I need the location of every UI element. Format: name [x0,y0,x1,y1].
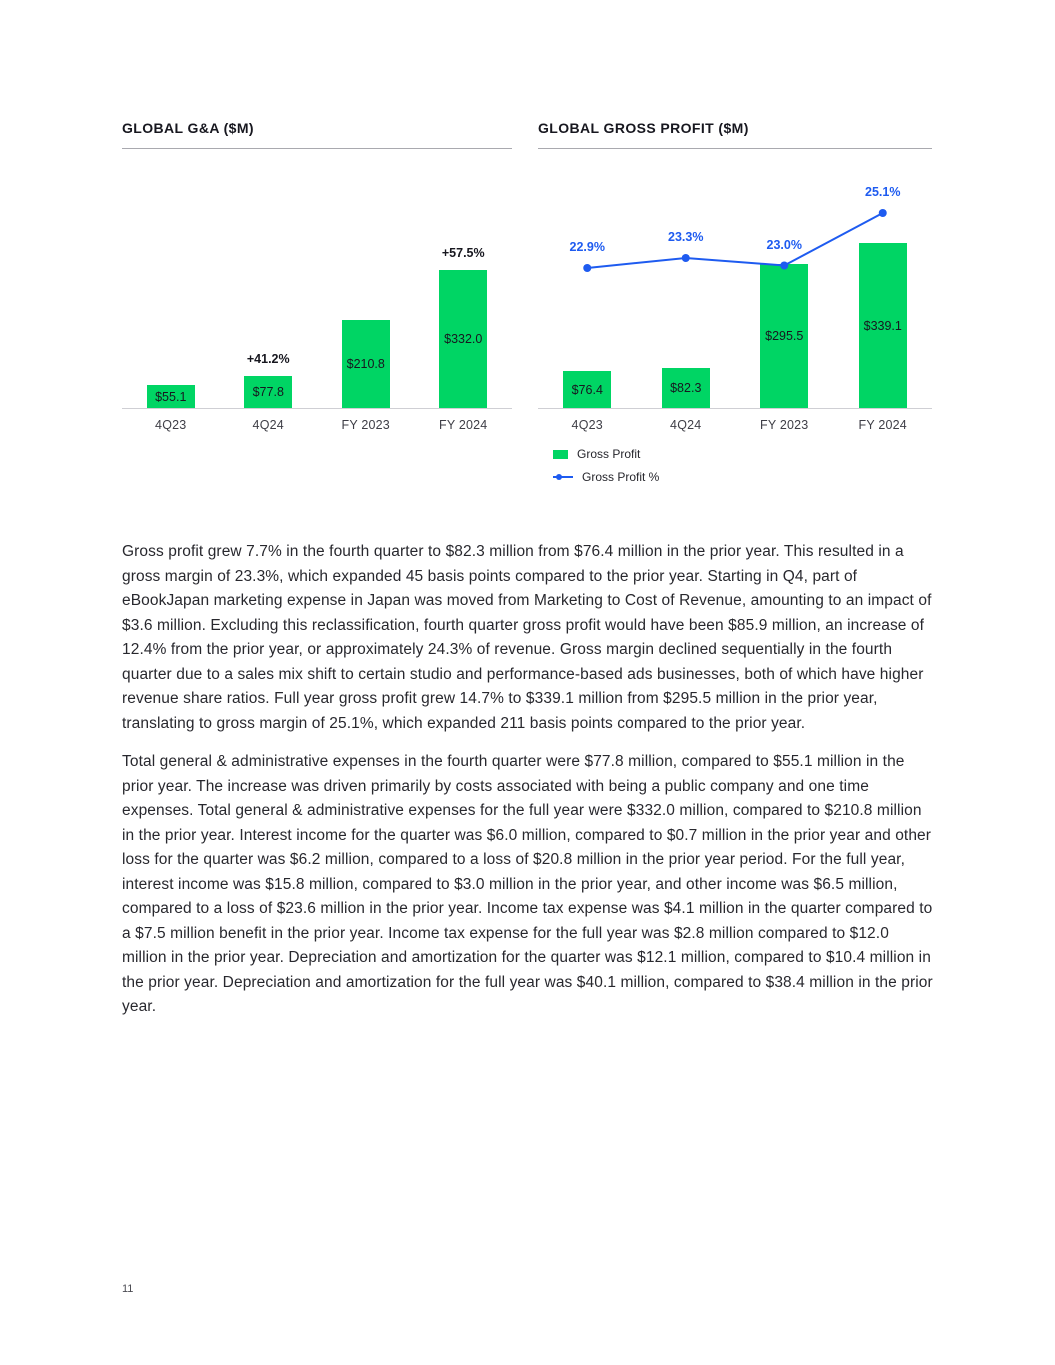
gross-profit-pct-label: 23.0% [766,237,802,252]
charts-row [122,120,934,484]
bar-column [637,159,736,408]
gross-profit-pct-label: 23.3% [668,230,704,244]
gross-profit-x-axis [538,418,932,432]
x-axis-label: FY 2024 [858,418,907,432]
ga-x-axis [122,418,512,432]
bar [439,270,487,408]
x-axis-label: 4Q23 [155,418,187,432]
bar [760,264,808,408]
bar-value-label: $339.1 [863,318,902,333]
bar-value-label: $55.1 [155,389,187,404]
legend-item-gross-profit-pct [553,470,932,484]
chart-global-gross-profit [538,120,932,484]
paragraph-gross-profit: Gross profit grew 7.7% in the fourth quarter to $82.3 million from $76.4 million in the prior year. This resulted in a gross margin of 23.3%, which expanded 45 basis points compared to the prior year. Starting in Q4, part of eBookJapan marketing expense in Japan was moved from Marketing to Cost of Revenue, amounting to an impact of $3.6 million. Excluding this reclassification, fourth quarter gross profit would have been $85.9 million, an increase of 12.4% from the prior year, or approximately 24.3% of revenue. Gross margin declined sequentially in the fourth quarter due to a sales mix shift to certain studio and performance-based ads businesses, both of which have higher revenue share ratios. Full year gross profit grew 14.7% to $339.1 million from $295.5 million in the prior year, translating to gross margin of 25.1%, which expanded 211 basis points compared to the prior year. [122,543,932,732]
bar [342,320,390,408]
chart-title-gross-profit: GLOBAL GROSS PROFIT ($M) [538,120,932,149]
bar-value-label: $77.8 [252,385,284,399]
bar [244,376,292,408]
gross-profit-pct-label: 25.1% [865,185,901,199]
bar [147,385,195,408]
page-content [122,120,934,1020]
growth-label: +41.2% [246,352,290,366]
bar [859,243,907,408]
bar [662,368,710,408]
x-axis-label: FY 2023 [760,418,809,432]
page-number: 11 [122,1283,134,1295]
bar-column [538,159,637,408]
x-axis-label: 4Q24 [670,418,702,432]
bar-value-label: $82.3 [670,381,702,395]
bar-column [735,159,834,408]
gross-profit-pct-label: 22.9% [569,240,605,254]
legend-label-gross-profit-pct: Gross Profit % [582,470,660,484]
chart-title-ga: GLOBAL G&A ($M) [122,120,512,149]
x-axis-label: 4Q24 [252,418,284,432]
x-axis-label: FY 2023 [341,418,390,432]
x-axis-label: 4Q23 [571,418,603,432]
bar-column [415,159,513,408]
legend-label-gross-profit: Gross Profit [577,447,641,461]
body-text [122,540,934,1020]
bar-column [220,159,318,408]
chart-legend [538,447,932,484]
gross-profit-line-swatch-icon [553,476,573,478]
legend-item-gross-profit [553,447,932,461]
bar-value-label: $76.4 [571,382,603,397]
gross-profit-bar-swatch-icon [553,450,568,459]
bar-column [317,159,415,408]
bar-column [122,159,220,408]
ga-plot-area [122,159,512,409]
paragraph-expenses: Total general & administrative expenses in the fourth quarter were $77.8 million, compared to $55.1 million in the prior year. The increase was driven primarily by costs associated with being a public company and one time expenses. Total general & administrative expenses for the full year were $332.0 million, compared to $210.8 million in the prior year. Interest income for the quarter was $6.0 million, compared to $0.7 million in the prior year and other loss for the quarter was $6.2 million, compared to a loss of $20.8 million in the prior year period. For the full year, interest income was $15.8 million, compared to $3.0 million in the prior year, and other income was $6.5 million, compared to a loss of $23.6 million in the prior year. Income tax expense was $4.1 million in the quarter compared to a $7.5 million benefit in the prior year. Income tax expense for the full year was $2.8 million compared to $12.0 million in the prior year. Depreciation and amortization for the quarter was $12.1 million, compared to $10.4 million in the prior year. Depreciation and amortization for the full year was $40.1 million, compared to $38.4 million in the prior year. [122,753,933,1015]
bar-value-label: $210.8 [346,357,385,371]
gross-profit-plot-area [538,159,932,409]
x-axis-label: FY 2024 [439,418,488,432]
chart-global-ga [122,120,512,484]
bar [563,371,611,408]
bar-value-label: $332.0 [444,332,483,346]
growth-label: +57.5% [441,246,485,260]
bar-value-label: $295.5 [765,329,804,343]
